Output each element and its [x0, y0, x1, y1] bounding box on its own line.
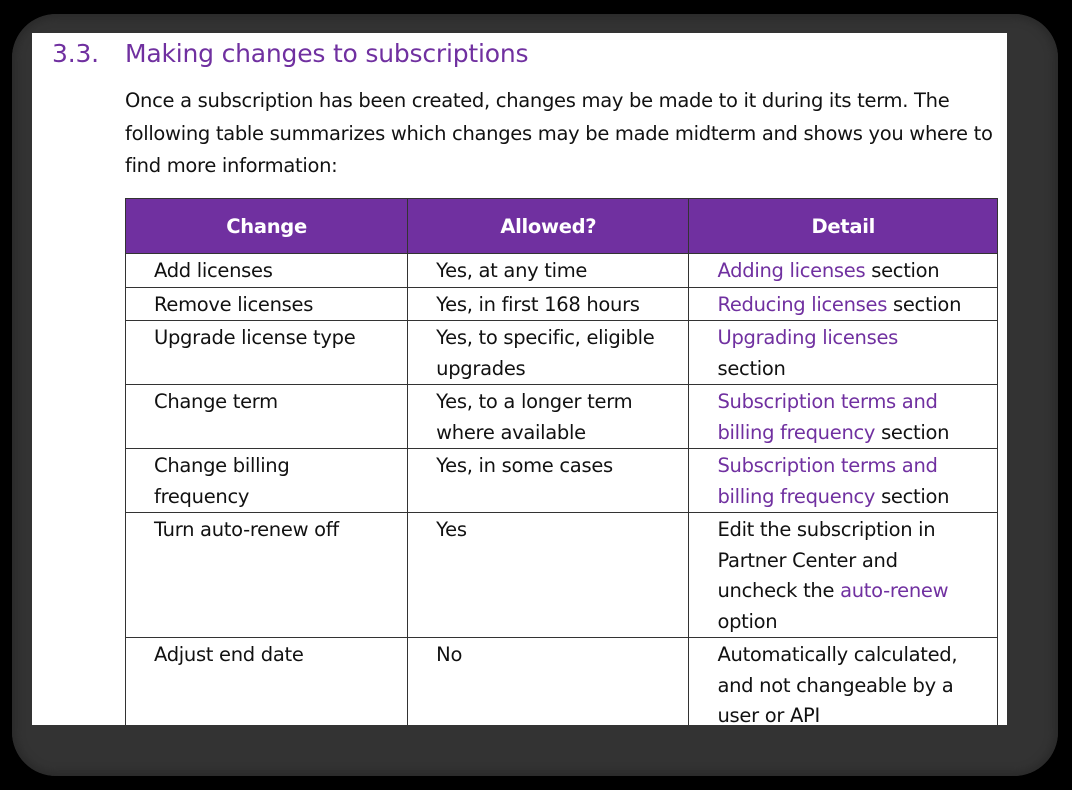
cell-allowed: Yes, in first 168 hours	[408, 287, 689, 321]
cell-allowed: Yes	[408, 513, 689, 638]
detail-suffix: section	[865, 259, 940, 282]
detail-link[interactable]: Subscription terms and billing frequency	[717, 390, 938, 444]
document-page	[32, 33, 1007, 725]
detail-suffix: option	[717, 609, 778, 633]
cell-allowed: Yes, at any time	[408, 254, 689, 288]
table-row	[126, 449, 998, 513]
cell-change: Change term	[126, 385, 408, 449]
changes-table	[125, 198, 998, 725]
cell-change: Adjust end date	[126, 638, 408, 726]
intro-paragraph: Once a subscription has been created, changes may be made to it during its term. The following table summarizes which changes may be made midterm and shows you where to find more information:	[125, 89, 993, 177]
cell-allowed: Yes, to a longer term where available	[408, 385, 689, 449]
cell-change: Add licenses	[126, 254, 408, 288]
detail-link[interactable]: auto-renew	[840, 579, 949, 602]
cell-detail	[689, 385, 998, 449]
section-heading	[52, 39, 528, 68]
header-allowed: Allowed?	[408, 199, 689, 254]
cell-detail	[689, 321, 998, 385]
section-number: 3.3.	[52, 39, 99, 68]
header-change: Change	[126, 199, 408, 254]
table-row	[126, 385, 998, 449]
header-detail: Detail	[689, 199, 998, 254]
table-row	[126, 638, 998, 726]
detail-link[interactable]: Adding licenses	[717, 259, 866, 282]
table-header-row	[126, 199, 998, 254]
cell-allowed: Yes, in some cases	[408, 449, 689, 513]
detail-suffix: section	[875, 420, 950, 444]
cell-detail	[689, 513, 998, 638]
detail-link[interactable]: Upgrading licenses	[717, 326, 899, 349]
cell-detail	[689, 449, 998, 513]
cell-allowed: No	[408, 638, 689, 726]
detail-link[interactable]: Subscription terms and billing frequency	[717, 454, 938, 508]
cell-change: Change billing frequency	[126, 449, 408, 513]
cell-detail	[689, 254, 998, 288]
cell-change: Turn auto-renew off	[126, 513, 408, 638]
detail-suffix: section	[875, 484, 950, 508]
cell-allowed: Yes, to specific, eligible upgrades	[408, 321, 689, 385]
cell-change: Upgrade license type	[126, 321, 408, 385]
table-row	[126, 254, 998, 288]
cell-detail	[689, 287, 998, 321]
cell-detail: Automatically calculated, and not changeable by a user or API	[689, 638, 998, 726]
detail-link[interactable]: Reducing licenses	[717, 292, 888, 316]
table-row	[126, 287, 998, 321]
table-row	[126, 321, 998, 385]
detail-prefix: Edit the subscription in Partner Center and uncheck the	[717, 518, 936, 602]
section-title: Making changes to subscriptions	[125, 39, 529, 68]
table-row	[126, 513, 998, 638]
detail-suffix: section	[717, 356, 786, 380]
cell-change: Remove licenses	[126, 287, 408, 321]
detail-suffix: section	[887, 292, 962, 316]
